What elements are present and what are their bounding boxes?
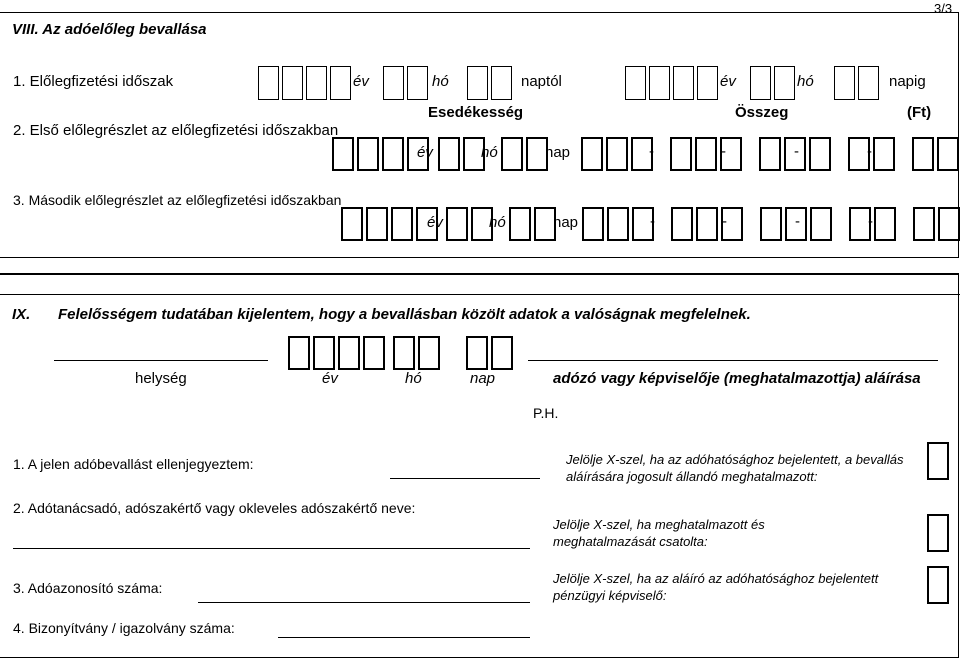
q1-line[interactable] xyxy=(390,478,540,479)
sign-day-label: nap xyxy=(470,370,496,387)
row3-day-boxes[interactable] xyxy=(509,207,556,241)
sign-month-boxes[interactable] xyxy=(393,336,440,370)
section-ix-number: IX. xyxy=(12,306,31,323)
row3-label: 3. Második előlegrészlet az előlegfizetési időszakban xyxy=(13,192,342,208)
row2-sep-4: - xyxy=(867,143,872,160)
sign-day-boxes[interactable] xyxy=(466,336,513,370)
row3-day-label: nap xyxy=(553,214,579,231)
ph-label: P.H. xyxy=(533,405,559,421)
row1-year2-label: év xyxy=(720,73,736,90)
q3-line[interactable] xyxy=(198,602,530,603)
row1-month-label: hó xyxy=(432,73,449,90)
q2-label: 2. Adótanácsadó, adószakértő vagy okleveles adószakértő neve: xyxy=(13,500,416,516)
q1-label: 1. A jelen adóbevallást ellenjegyeztem: xyxy=(13,456,254,472)
q4-label: 4. Bizonyítvány / igazolvány száma: xyxy=(13,620,235,636)
row2-day-boxes[interactable] xyxy=(501,137,548,171)
row2-month-boxes[interactable] xyxy=(438,137,485,171)
row2-sep-3: - xyxy=(794,143,799,160)
row1-year-boxes[interactable] xyxy=(258,66,351,100)
row2-month-label: hó xyxy=(481,144,498,161)
section-ix-divider xyxy=(0,294,960,295)
row2-label: 2. Első előlegrészlet az előlegfizetési időszakban xyxy=(13,122,339,139)
signature-line[interactable] xyxy=(528,360,938,361)
row3-month-label: hó xyxy=(489,214,506,231)
row2-amount-boxes[interactable] xyxy=(581,137,960,171)
row2-sep-1: - xyxy=(649,143,654,160)
place-line[interactable] xyxy=(54,360,268,361)
row3-amount-boxes[interactable] xyxy=(582,207,960,241)
row2-year-label: év xyxy=(417,144,433,161)
row2-sep-2: - xyxy=(721,143,726,160)
row1-day-boxes[interactable] xyxy=(467,66,512,100)
row3-sep-3: - xyxy=(795,213,800,230)
x2-label: Jelölje X-szel, ha meghatalmazott és meghatalmazását csatolta: xyxy=(553,517,765,549)
row1-month2-label: hó xyxy=(797,73,814,90)
row1-day2-boxes[interactable] xyxy=(834,66,879,100)
sign-year-boxes[interactable] xyxy=(288,336,385,370)
row1-year-label: év xyxy=(353,73,369,90)
row3-year-boxes[interactable] xyxy=(341,207,438,241)
signature-label: adózó vagy képviselője (meghatalmazottja) aláírása xyxy=(553,370,921,387)
row2-year-boxes[interactable] xyxy=(332,137,429,171)
row1-label: 1. Előlegfizetési időszak xyxy=(13,73,174,90)
section-ix-statement: Felelősségem tudatában kijelentem, hogy a bevallásban közölt adatok a valóságnak megfelelnek. xyxy=(58,306,751,323)
row1-from-label: naptól xyxy=(521,73,562,90)
section-viii-title: VIII. Az adóelőleg bevallása xyxy=(12,21,207,38)
header-due: Esedékesség xyxy=(428,104,524,121)
q2-line[interactable] xyxy=(13,548,530,549)
header-unit: (Ft) xyxy=(907,104,932,121)
q3-label: 3. Adóazonosító száma: xyxy=(13,580,163,596)
row1-month2-boxes[interactable] xyxy=(750,66,795,100)
row3-sep-4: - xyxy=(868,213,873,230)
row2-day-label: nap xyxy=(545,144,571,161)
row3-year-label: év xyxy=(427,214,443,231)
x3-checkbox[interactable] xyxy=(927,566,949,604)
row1-to-label: napig xyxy=(889,73,926,90)
row3-sep-1: - xyxy=(650,213,655,230)
q4-line[interactable] xyxy=(278,637,530,638)
place-label: helység xyxy=(135,370,187,387)
header-amount: Összeg xyxy=(735,104,789,121)
x3-label: Jelölje X-szel, ha az aláíró az adóhatósághoz bejelentett pénzügyi képviselő: xyxy=(553,571,879,603)
sign-year-label: év xyxy=(322,370,338,387)
x2-checkbox[interactable] xyxy=(927,514,949,552)
page-number: 3/3 xyxy=(934,1,953,16)
row1-year2-boxes[interactable] xyxy=(625,66,718,100)
row3-month-boxes[interactable] xyxy=(446,207,493,241)
x1-checkbox[interactable] xyxy=(927,442,949,480)
x1-label: Jelölje X-szel, ha az adóhatósághoz bejelentett, a bevallás aláírására jogosult állandó meghatalmazott: xyxy=(566,452,904,484)
sign-month-label: hó xyxy=(405,370,422,387)
row1-month-boxes[interactable] xyxy=(383,66,428,100)
row3-sep-2: - xyxy=(722,213,727,230)
